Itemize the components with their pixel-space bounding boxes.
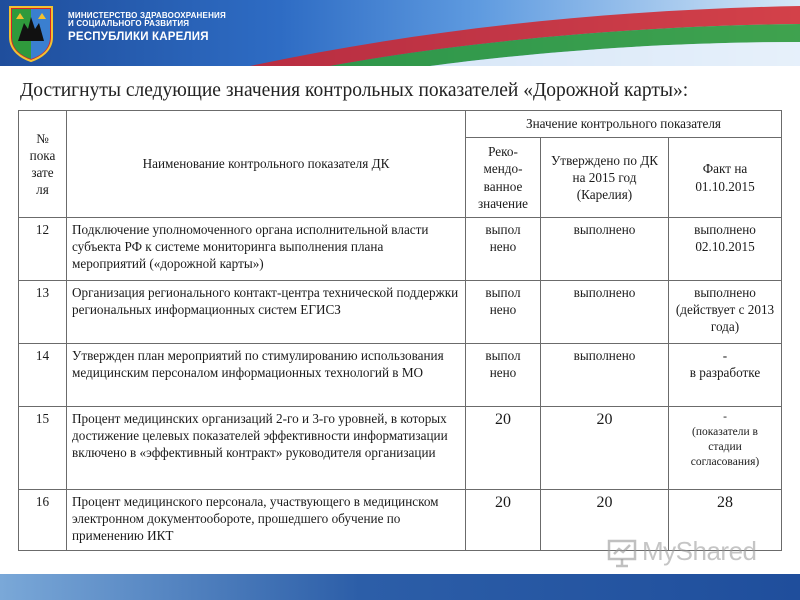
row-fact — [669, 344, 782, 407]
row-number: 13 — [19, 281, 67, 344]
ministry-line-1: МИНИСТЕРСТВО ЗДРАВООХРАНЕНИЯ — [68, 11, 226, 20]
row-recommended: выпол нено — [466, 344, 541, 407]
table-row — [19, 281, 782, 344]
row-number: 16 — [19, 490, 67, 551]
table-row — [19, 407, 782, 490]
row-recommended: 20 — [466, 490, 541, 551]
page-title: Достигнуты следующие значения контрольных показателей «Дорожной карты»: — [20, 80, 689, 101]
row-approved: выполнено — [541, 218, 669, 281]
col-header-value-group: Значение контрольного показателя — [466, 111, 782, 138]
col-header-number: № пока зате ля — [19, 111, 67, 218]
fact-text: в разработке — [689, 365, 761, 381]
row-recommended: выпол нено — [466, 218, 541, 281]
fact-dash: - — [723, 411, 727, 423]
row-approved: 20 — [541, 407, 669, 490]
header-banner — [0, 0, 800, 66]
fact-text: (показатели в стадии согласования) — [690, 425, 760, 468]
karelia-coat-of-arms-icon — [6, 3, 56, 63]
footer-bar — [0, 574, 800, 600]
col-header-fact: Факт на 01.10.2015 — [669, 138, 782, 218]
ministry-name — [68, 12, 226, 43]
table-header-row — [19, 111, 782, 138]
row-indicator-name: Процент медицинских организаций 2-го и 3-го уровней, в которых достижение целевых показателей эффективности информатизации включено в «эффективный контракт» руководителя организации — [67, 407, 466, 490]
row-recommended: выпол нено — [466, 281, 541, 344]
indicators-table — [18, 110, 782, 551]
presentation-board-icon — [606, 538, 640, 568]
row-number: 12 — [19, 218, 67, 281]
col-header-name: Наименование контрольного показателя ДК — [67, 111, 466, 218]
row-recommended: 20 — [466, 407, 541, 490]
row-indicator-name: Организация регионального контакт-центра технической поддержки региональных информационных систем ЕГИСЗ — [67, 281, 466, 344]
col-header-approved: Утверждено по ДК на 2015 год (Карелия) — [541, 138, 669, 218]
ministry-line-2: И СОЦИАЛЬНОГО РАЗВИТИЯ — [68, 19, 190, 29]
row-fact — [669, 407, 782, 490]
row-number: 14 — [19, 344, 67, 407]
row-approved: выполнено — [541, 344, 669, 407]
row-indicator-name: Процент медицинского персонала, участвующего в медицинском электронном документообороте, прошедшего обучение по применению ИКТ — [67, 490, 466, 551]
row-fact: выполнено (действует с 2013 года) — [669, 281, 782, 344]
table-row — [19, 344, 782, 407]
row-indicator-name: Утвержден план мероприятий по стимулированию использования медицинским персоналом информационных технологий в МО — [67, 344, 466, 407]
ministry-line-3: РЕСПУБЛИКИ КАРЕЛИЯ — [68, 30, 209, 43]
table-row — [19, 218, 782, 281]
row-number: 15 — [19, 407, 67, 490]
row-indicator-name: Подключение уполномоченного органа исполнительной власти субъекта РФ к системе мониторинга выполнения плана мероприятий («дорожной карты») — [67, 218, 466, 281]
row-fact: 28 — [669, 490, 782, 551]
row-approved: выполнено — [541, 281, 669, 344]
watermark: MyShared — [642, 536, 757, 566]
row-approved: 20 — [541, 490, 669, 551]
col-header-recommended: Реко-мендо-ванное значение — [466, 138, 541, 218]
fact-dash: - — [722, 348, 728, 363]
row-fact: выполнено 02.10.2015 — [669, 218, 782, 281]
